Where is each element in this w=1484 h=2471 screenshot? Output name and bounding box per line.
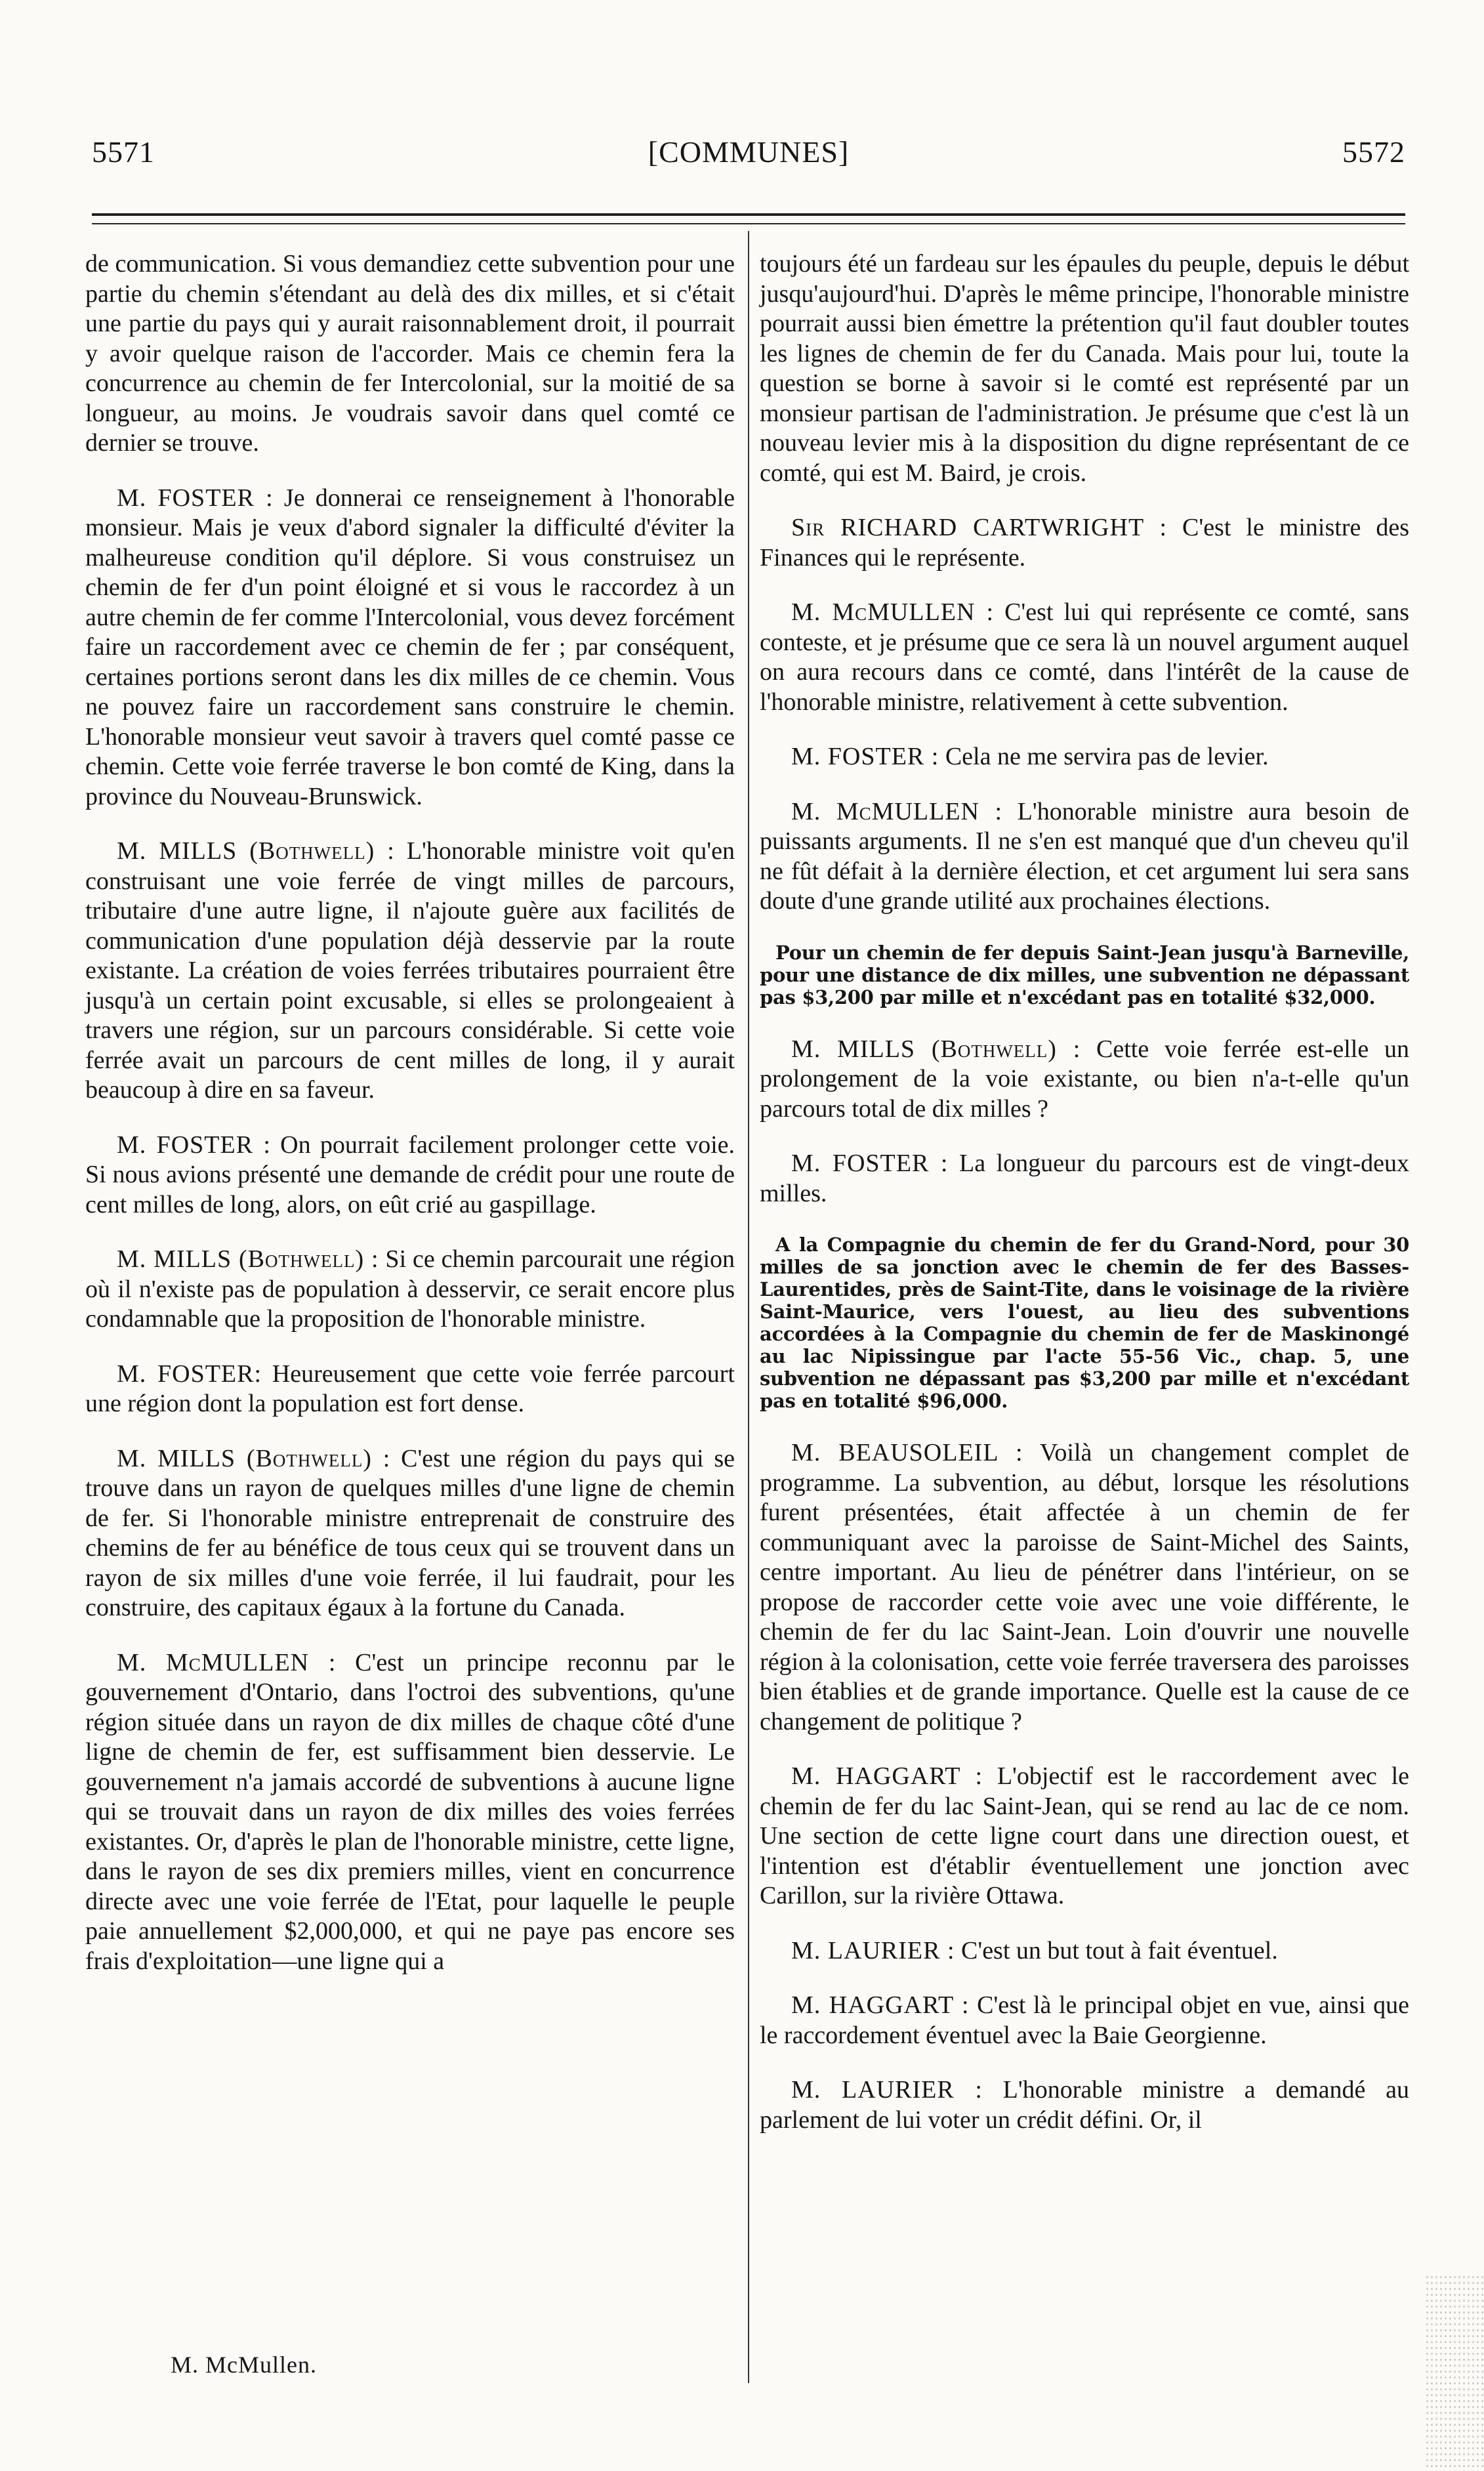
speech [85, 484, 735, 812]
speech [760, 598, 1409, 717]
speaker-name: M. MILLS (Bothwell) : [117, 1444, 391, 1472]
speech [760, 742, 1409, 772]
left-page-number: 5571 [92, 135, 155, 169]
speech-text: C'est un principe reconnu par le gouvernement d'Ontario, dans l'octroi des subventions, qu'une région située dans un rayon de dix milles de chaque côté d'une ligne de chemin de fer, est suffisamment bien desservie. Le gouvernement n'a jamais accordé de subventions à aucune ligne qui se trouvait dans un rayon de dix milles des voies ferrées existantes. Or, d'après le plan de l'honorable ministre, cette ligne, dans le rayon de ses dix premiers milles, vient en concurrence directe avec une voie ferrée de l'Etat, pour laquelle le peuple paie annuellement $2,000,000, et qui ne paye pas encore ses frais d'exploitation—une ligne qui a [85, 1648, 735, 1975]
page-header [92, 135, 1405, 180]
speech-text: C'est le ministre des Finances qui le représente. [760, 514, 1409, 571]
paragraph-text: de communication. Si vous demandiez cette subvention pour une partie du chemin s'étendant au delà des dix milles, et si c'était une partie du pays qui y aurait raisonnablement droit, il pourrait y avoir quelque raison de l'accorder. Mais ce chemin fera la concurrence au chemin de fer Intercolonial, sur la moitié de sa longueur, au moins. Je voudrais savoir dans quel comté ce dernier se trouve. [85, 250, 735, 457]
speech [760, 1035, 1409, 1125]
speaker-name: M. McMULLEN : [117, 1648, 337, 1676]
column-divider [748, 231, 749, 2383]
speech-text: C'est lui qui représente ce comté, sans conteste, et je présume que ce sera là un nouvel argument auquel on aura recours dans ce comté, dans l'intérêt de la cause de l'honorable ministre, relativement à cette subvention. [760, 598, 1410, 716]
left-column [85, 249, 735, 1976]
page-title: [COMMUNES] [648, 135, 850, 169]
speech [85, 1444, 735, 1623]
speech-text: La longueur du parcours est de vingt-deux milles. [760, 1150, 1410, 1207]
speech [760, 513, 1409, 573]
header-rule-thick [92, 213, 1405, 216]
speaker-name: M. HAGGART : [791, 1762, 983, 1790]
speech-text: C'est un but tout à fait éventuel. [955, 1936, 1278, 1964]
speech [85, 1648, 735, 1977]
speaker-name: M. LAURIER : [791, 1936, 955, 1964]
speech-text: Voilà un changement complet de programme. La subvention, au début, lorsque les résolutions furent présentées, était affectée à un chemin de fer communiquant avec la paroisse de Saint-Michel des Saints, centre important. Au lieu de pénétrer dans l'intérieur, on se propose de raccorder cette voie avec une voie différente, le chemin de fer du lac Saint-Jean. Loin d'ouvrir une nouvelle région à la colonisation, cette voie ferrée traversera des paroisses bien établies et de grande importance. Quelle est la cause de ce changement de politique ? [760, 1439, 1409, 1735]
catchword: M. McMullen. [171, 2352, 317, 2378]
speech [760, 1936, 1409, 1966]
speech [85, 1360, 735, 1419]
speaker-name: M. MILLS (Bothwell) : [117, 1245, 379, 1273]
speech-text: C'est là le principal objet en vue, ainsi que le raccordement éventuel avec la Baie Georgienne. [760, 1991, 1409, 2049]
speech [85, 1245, 735, 1335]
right-column [760, 249, 1409, 2135]
speech [760, 1438, 1409, 1737]
speaker-name: M. McMULLEN : [791, 797, 1003, 825]
speech-text: Cela ne me servira pas de levier. [939, 743, 1269, 770]
speech [760, 2075, 1409, 2135]
speech-text: Je donnerai ce renseignement à l'honorable monsieur. Mais je veux d'abord signaler la difficulté d'éviter la malheureuse condition qu'il déplore. Si vous construisez un chemin de fer d'un point éloigné et si vous le raccordez à un autre chemin de fer comme l'Intercolonial, vous devez forcément faire un raccordement avec ce chemin de fer ; par conséquent, certaines portions seront dans les dix milles de ce chemin. Vous ne pouvez faire un raccordement sans construire le chemin. L'honorable monsieur veut savoir à travers quel comté passe ce chemin. Cette voie ferrée traverse le bon comté de King, dans la province du Nouveau-Brunswick. [85, 484, 735, 810]
header-rule-thin [92, 223, 1405, 224]
speaker-name: M. BEAUSOLEIL : [791, 1439, 1023, 1466]
paragraph [760, 249, 1409, 488]
speaker-name: M. FOSTER: [117, 1360, 262, 1388]
speaker-name: M. McMULLEN : [791, 598, 995, 626]
speech [760, 1762, 1409, 1911]
speaker-name: M. FOSTER : [791, 1150, 949, 1177]
speaker-name: M. FOSTER : [791, 743, 939, 770]
speech [760, 1149, 1409, 1209]
paragraph [85, 249, 735, 459]
resolution-item: Pour un chemin de fer depuis Saint-Jean jusqu'à Barneville, pour une distance de dix milles, une subvention ne dépassant pas $3,200 par mille et n'excédant pas en totalité $32,000. [760, 941, 1409, 1008]
paragraph-text: toujours été un fardeau sur les épaules du peuple, depuis le début jusqu'aujourd'hui. D'après le même principe, l'honorable ministre pourrait aussi bien émettre la prétention qu'il faut doubler toutes les lignes de chemin de fer du Canada. Mais pour lui, toute la question se borne à savoir si le comté est représenté par un monsieur partisan de l'administration. Je présume que c'est là un nouveau levier mis à la disposition du digne représentant de ce comté, qui est M. Baird, je crois. [760, 250, 1409, 487]
speaker-name: M. HAGGART : [791, 1991, 970, 2019]
speech [85, 1131, 735, 1220]
right-page-number: 5572 [1342, 135, 1405, 169]
speaker-name: M. MILLS (Bothwell) : [117, 837, 395, 865]
resolution-item: A la Compagnie du chemin de fer du Grand-Nord, pour 30 milles de sa jonction avec le chemin de fer des Basses-Laurentides, près de Saint-Tite, dans le voisinage de la rivière Saint-Maurice, vers l'ouest, au lieu des subventions accordées à la Compagnie du chemin de fer de Maskinongé au lac Nipissingue par l'acte 55-56 Vic., chap. 5, une subvention ne dépassant pas $3,200 par mille et n'excédant pas en totalité $96,000. [760, 1234, 1409, 1412]
scan-noise [1425, 2274, 1484, 2471]
speech-text: On pourrait facilement prolonger cette voie. Si nous avions présenté une demande de crédit pour une route de cent milles de long, alors, on eût crié au gaspillage. [85, 1131, 735, 1218]
speaker-name: M. MILLS (Bothwell) : [791, 1035, 1081, 1063]
speech-text: L'honorable ministre a demandé au parlement de lui voter un crédit défini. Or, il [760, 2076, 1409, 2134]
speaker-name: Sir RICHARD CARTWRIGHT : [791, 514, 1168, 541]
speech-text: L'honorable ministre aura besoin de puissants arguments. Il ne s'en est manqué que d'un cheveu qu'il ne fût défait à la dernière élection, et cet argument lui sera sans doute d'une grande utilité aux prochaines élections. [760, 797, 1409, 915]
speech [760, 797, 1409, 917]
speech [760, 1991, 1409, 2050]
speaker-name: M. FOSTER : [117, 484, 274, 512]
speaker-name: M. FOSTER : [117, 1131, 271, 1159]
speech [85, 837, 735, 1106]
speech-text: Heureusement que cette voie ferrée parcourt une région dont la population est fort dense. [85, 1360, 735, 1417]
speech-text: L'objectif est le raccordement avec le chemin de fer du lac Saint-Jean, qui se rend au lac de ce nom. Une section de cette ligne court dans une direction ouest, et l'intention est d'établir éventuellement une jonction avec Carillon, sur la rivière Ottawa. [760, 1762, 1409, 1909]
speaker-name: M. LAURIER : [791, 2076, 983, 2104]
speech-text: Si ce chemin parcourait une région où il n'existe pas de population à desservir, ce serait encore plus condamnable que la proposition de l'honorable ministre. [85, 1245, 735, 1333]
speech-text: Cette voie ferrée est-elle un prolongement de la voie existante, ou bien n'a-t-elle qu'un parcours total de dix milles ? [760, 1035, 1409, 1123]
speech-text: C'est une région du pays qui se trouve dans un rayon de quelques milles d'une ligne de chemin de fer. Si l'honorable ministre entreprenait de construire des chemins de fer au bénéfice de tous ceux qui se trouvent dans un rayon de six milles d'une voie ferrée, il lui faudrait, pour les construire, des capitaux égaux à la fortune du Canada. [85, 1444, 735, 1621]
speech-text: L'honorable ministre voit qu'en construisant une voie ferrée de vingt milles de parcours, tributaire d'une autre ligne, il n'ajoute guère aux facilités de communication d'une population déjà desservie par la route existante. La création de voies ferrées tributaires pourraient être jusqu'à un certain point excusable, si elles se prolongeaient à travers une région, sur un parcours considérable. Si cette voie ferrée avait un parcours de cent milles de long, il y aurait beaucoup à dire en sa faveur. [85, 837, 735, 1104]
